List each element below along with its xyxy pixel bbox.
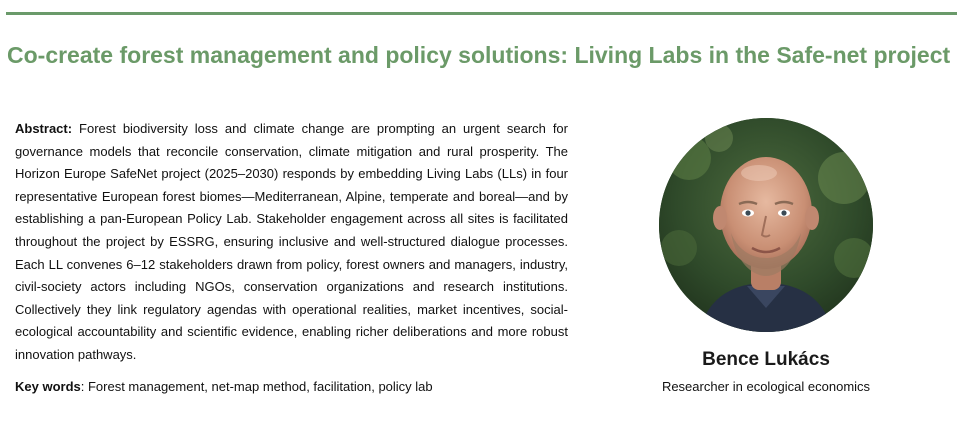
- keywords-text: : Forest management, net-map method, facilitation, policy lab: [80, 379, 433, 394]
- top-divider: [6, 12, 957, 15]
- abstract-text: Forest biodiversity loss and climate change are prompting an urgent search for governance models that reconcile conservation, climate mitigation and rural prosperity. The Horizon Europe SafeNet project (2025–2030) responds by embedding Living Labs (LLs) in four representative European forest biomes—Mediterranean, Alpine, temperate and boreal—and by establishing a pan-European Policy Lab. Stakeholder engagement across all sites is facilitated throughout the project by ESSRG, ensuring inclusive and well-structured dialogue processes. Each LL convenes 6–12 stakeholders drawn from policy, forest owners and managers, industry, civil-society actors including NGOs, conservation organizations and research institutions. Collectively they link regulatory agendas with operational realities, market incentives, social-ecological accountability and scientific evidence, enabling richer deliberations and more robust innovation pathways.: [15, 121, 568, 362]
- abstract-paragraph: [15, 118, 568, 367]
- abstract-label: Abstract:: [15, 121, 73, 136]
- keywords-line: [15, 377, 575, 397]
- speaker-photo-illustration: [659, 118, 873, 332]
- speaker-portrait: [659, 118, 873, 332]
- speaker-name: Bence Lukács: [702, 349, 830, 370]
- page-title: Co-create forest management and policy solutions: Living Labs in the Safe-net project: [7, 42, 951, 68]
- speaker-role: Researcher in ecological economics: [661, 379, 871, 394]
- keywords-label: Key words: [15, 379, 81, 394]
